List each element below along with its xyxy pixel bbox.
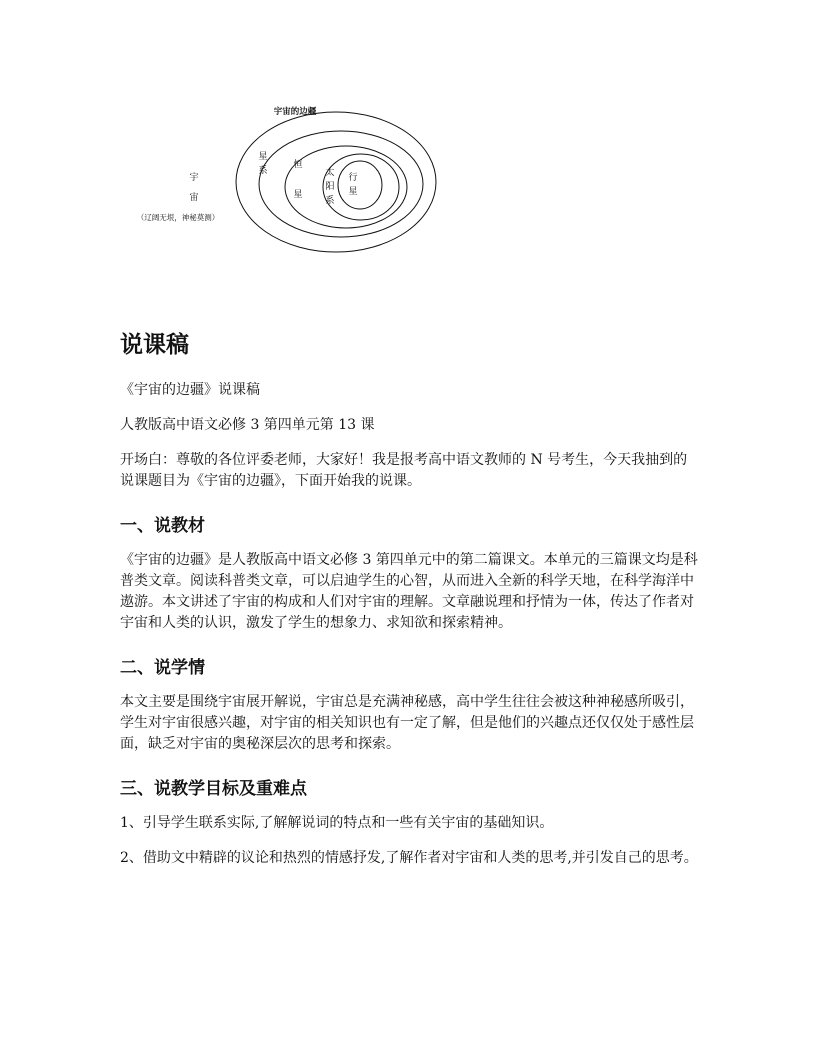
solar-system-label-1: 太	[325, 168, 335, 178]
planet-ellipse	[338, 161, 382, 209]
universe-label-1: 宇	[189, 173, 199, 183]
universe-label-2: 宙	[189, 193, 199, 203]
universe-note: （辽阔无垠，神秘莫测）	[136, 213, 220, 222]
planet-label-1: 行	[348, 173, 358, 183]
solar-system-label-2: 阳	[325, 182, 335, 192]
section-heading-textbook: 一、说教材	[120, 516, 205, 536]
diagram-title: 宇宙的边疆	[273, 107, 317, 117]
solar-system-label-3: 系	[325, 196, 335, 206]
universe-nesting-diagram	[120, 100, 450, 260]
star-ellipse	[285, 146, 407, 228]
section-heading-students: 二、说学情	[120, 658, 205, 678]
galaxy-label-2: 系	[258, 166, 268, 176]
star-label-2: 星	[293, 190, 303, 200]
opening-paragraph: 开场白：尊敬的各位评委老师，大家好！我是报考高中语文教师的 N 号考生，今天我抽到的说课题目为《宇宙的边疆》，下面开始我的说课。	[120, 452, 688, 489]
document-title: 说课稿	[120, 332, 189, 358]
galaxy-label-1: 星	[258, 152, 268, 162]
section-text-students: 本文主要是围绕宇宙展开解说，宇宙总是充满神秘感，高中学生往往会被这种神秘感所吸引，学生对宇宙很感兴趣，对宇宙的相关知识也有一定了解，但是他们的兴趣点还仅仅处于感性层面，缺乏对宇宙的奥秘深层次的思考和探索。	[120, 694, 694, 752]
section-text-textbook: 《宇宙的边疆》是人教版高中语文必修 3 第四单元中的第二篇课文。本单元的三篇课文均是科普类文章。阅读科普类文章，可以启迪学生的心智，从而进入全新的科学天地，在科学海洋中遨游。本文讲述了宇宙的构成和人们对宇宙的理解。文章融说理和抒情为一体，传达了作者对宇宙和人类的认识，激发了学生的想象力、求知欲和探索精神。	[120, 552, 698, 631]
course-info: 人教版高中语文必修 3 第四单元第 13 课	[120, 417, 375, 433]
objective-item-1: 1、引导学生联系实际,了解解说词的特点和一些有关宇宙的基础知识。	[120, 815, 554, 831]
star-label-1: 恒	[293, 160, 303, 170]
planet-label-2: 星	[348, 187, 358, 197]
section-heading-objectives: 三、说教学目标及重难点	[120, 779, 307, 799]
document-body	[120, 330, 700, 883]
universe-ellipse	[236, 112, 436, 252]
document-subtitle: 《宇宙的边疆》说课稿	[120, 382, 260, 398]
objective-item-2: 2、借助文中精辟的议论和热烈的情感抒发,了解作者对宇宙和人类的思考,并引发自己的思考。	[120, 850, 698, 866]
